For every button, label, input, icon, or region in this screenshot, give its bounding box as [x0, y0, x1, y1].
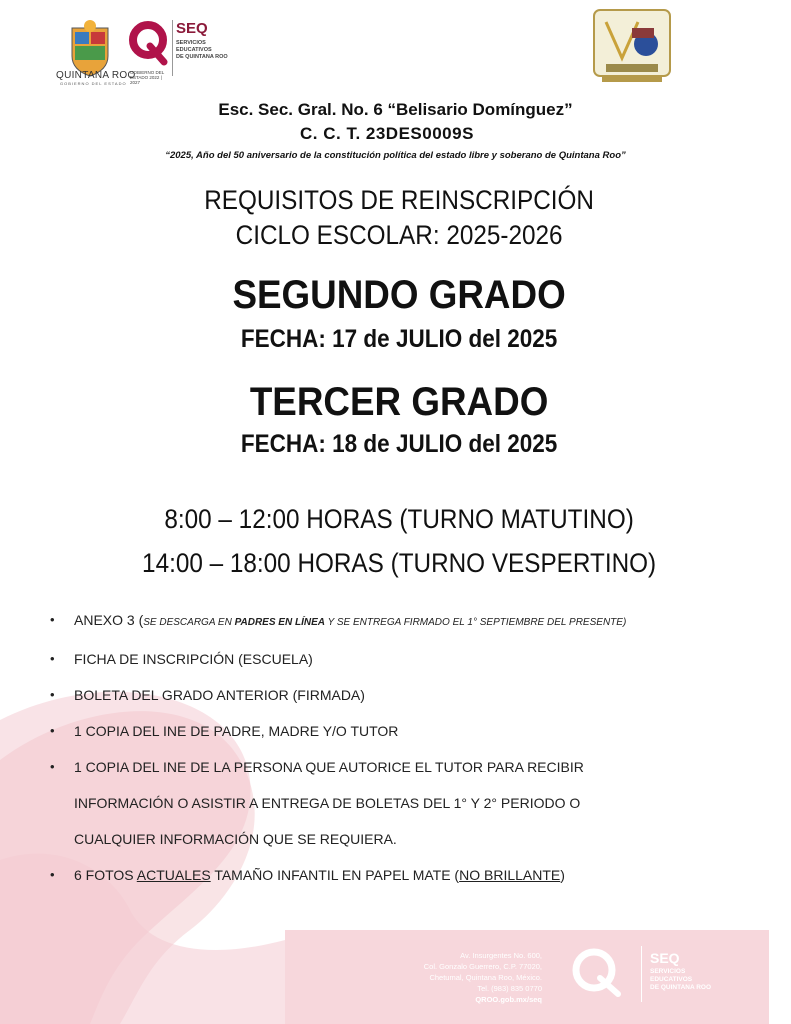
- ine-authorized-line-3: CUALQUIER INFORMACIÓN QUE SE REQUIERA.: [74, 831, 397, 847]
- state-name: QUINTANA ROO: [56, 70, 136, 81]
- school-cct: C. C. T. 23DES0009S: [300, 124, 474, 143]
- ficha-text: FICHA DE INSCRIPCIÓN (ESCUELA): [74, 651, 313, 667]
- schedule-afternoon: 14:00 – 18:00 HORAS (TURNO VESPERTINO): [142, 548, 657, 578]
- anexo-note-c: Y SE ENTREGA FIRMADO EL 1° SEPTIEMBRE DEL PRESENTE): [324, 617, 627, 628]
- requirements-list: [50, 602, 750, 893]
- footer-seq-line: DE QUINTANA ROO: [650, 984, 712, 991]
- list-item: [50, 749, 750, 857]
- footer-q-logo-icon: [560, 944, 634, 1002]
- q-government-logo-icon: [128, 16, 168, 76]
- footer-seq-title: SEQ: [650, 950, 680, 966]
- grade-date-second: FECHA: 17 de JULIO del 2025: [240, 325, 558, 353]
- list-item: [50, 677, 750, 713]
- anexo-note: [143, 617, 626, 628]
- boleta-text: BOLETA DEL GRADO ANTERIOR (FIRMADA): [74, 687, 365, 703]
- footer-address: [418, 950, 542, 1005]
- state-subtitle: GOBIERNO DEL ESTADO: [60, 81, 127, 86]
- footer-seq-line: EDUCATIVOS: [650, 976, 693, 983]
- header-divider: [172, 20, 173, 76]
- school-crest-icon: [592, 8, 672, 84]
- list-item: [50, 641, 750, 677]
- footer-seq-subtitle: [650, 968, 711, 992]
- ine-authorized-line-1: 1 COPIA DEL INE DE LA PERSONA QUE AUTORICE EL TUTOR PARA RECIBIR: [74, 759, 584, 775]
- footer-divider: [641, 946, 642, 1002]
- photos-text-e: ): [560, 867, 565, 883]
- q-logo-years: GOBIERNO DEL ESTADO 2022 | 2027: [130, 70, 165, 85]
- ine-authorized-line-2: INFORMACIÓN O ASISTIR A ENTREGA DE BOLETAS DEL 1° Y 2° PERIODO O: [74, 795, 581, 811]
- photos-current: ACTUALES: [136, 867, 211, 883]
- school-cycle: CICLO ESCOLAR: 2025-2026: [235, 220, 563, 250]
- address-line: Chetumal, Quintana Roo, México.: [429, 973, 542, 982]
- photos-no-glossy: NO BRILLANTE: [459, 867, 561, 883]
- schedule-morning: 8:00 – 12:00 HORAS (TURNO MATUTINO): [164, 504, 634, 534]
- anexo-note-b: PADRES EN LÍNEA: [234, 617, 325, 628]
- address-line: Col. Gonzalo Guerrero, C.P. 77020,: [423, 962, 542, 971]
- footer-website: QROO.gob.mx/seq: [475, 995, 542, 1004]
- grade-date-third: FECHA: 18 de JULIO del 2025: [240, 430, 558, 458]
- seq-line: SERVICIOS: [176, 40, 206, 46]
- year-motto: “2025, Año del 50 aniversario de la constitución política del estado libre y soberano de Quintana Roo”: [165, 150, 626, 161]
- footer-seq-line: SERVICIOS: [650, 968, 686, 975]
- requirements-title: REQUISITOS DE REINSCRIPCIÓN: [204, 185, 594, 215]
- anexo-label: ANEXO 3 (: [74, 612, 144, 628]
- list-item: [50, 713, 750, 749]
- grade-title-second: SEGUNDO GRADO: [232, 273, 566, 317]
- photos-text-c: TAMAÑO INFANTIL EN PAPEL MATE (: [210, 867, 460, 883]
- ine-tutor-text: 1 COPIA DEL INE DE PADRE, MADRE Y/O TUTOR: [74, 723, 399, 739]
- list-item: [50, 602, 750, 641]
- anexo-note-a: SE DESCARGA EN: [143, 617, 235, 628]
- seq-subtitle: [176, 40, 228, 61]
- school-name: Esc. Sec. Gral. No. 6 “Belisario Domínguez”: [218, 100, 573, 119]
- address-line: Tel. (983) 835 0770: [477, 984, 542, 993]
- seq-title: SEQ: [176, 20, 208, 37]
- seq-line: DE QUINTANA ROO: [176, 54, 228, 60]
- list-item: [50, 857, 750, 893]
- photos-text-a: 6 FOTOS: [74, 867, 137, 883]
- grade-title-third: TERCER GRADO: [249, 380, 549, 424]
- seq-line: EDUCATIVOS: [176, 47, 212, 53]
- address-line: Av. Insurgentes No. 600,: [460, 951, 542, 960]
